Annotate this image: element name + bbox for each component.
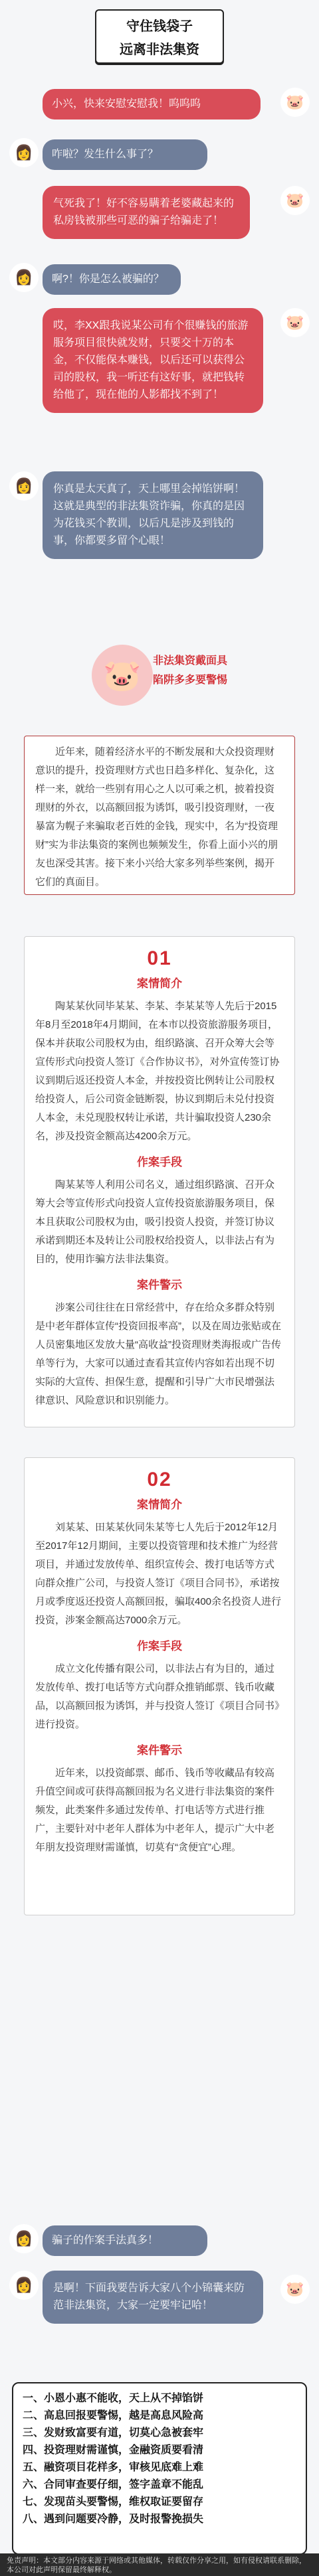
chat-row-6: [0, 469, 319, 562]
title-card: [95, 9, 224, 64]
chat-bubble: 咋啦？发生什么事了？: [43, 139, 207, 170]
warning-line-1: 非法集资戴面具: [153, 655, 228, 667]
case-method: 成立文化传播有限公司，以非法占有为目的，通过发放传单、拨打电话等方式向群众推销邮票、钱币收藏品，以高额回报为诱饵，并与投资人签订《项目合同书》进行投资。: [35, 1663, 280, 1730]
chat-bubble: 你真是太天真了，天上哪里会掉馅饼啊！这就是典型的非法集资诈骗，你真的是因为花钱买个教训，以后凡是涉及到钱的事，你都要多留个心眼！: [43, 471, 263, 559]
chat-row-2: [0, 135, 319, 170]
case-warning-title: 案件警示: [137, 1279, 182, 1291]
pig-icon: 🐷: [92, 645, 153, 706]
girl-icon: 👩: [9, 2224, 39, 2253]
intro-panel: [24, 736, 295, 895]
pig-icon: 🐷: [280, 2275, 310, 2304]
chat-bubble: 啊?！你是怎么被骗的？: [43, 264, 181, 295]
chat2-row-2: [0, 2264, 319, 2337]
page-title: 守住钱袋子: [126, 19, 193, 34]
chat-bubble: 骗子的作案手法真多！: [43, 2225, 207, 2256]
pig-icon: 🐷: [280, 308, 310, 337]
tip-item: 四、投资理财需谨慎，金融资质要看清: [23, 2445, 204, 2456]
tip-item: 二、高息回报要警惕，越是高息风险高: [23, 2410, 204, 2421]
chat-row-4: [0, 260, 319, 295]
case-number: 02: [147, 1469, 172, 1490]
tip-item: 六、合同审查要仔细，签字盖章不能乱: [23, 2479, 204, 2490]
tip-item: 三、发财致富要有道，切莫心急被套牢: [23, 2427, 204, 2439]
tip-item: 八、遇到问题要冷静，及时报警挽损失: [23, 2514, 204, 2525]
case-summary-title: 案情简介: [137, 1498, 182, 1511]
chat-row-5: [0, 305, 319, 438]
chat-bubble: 哎，李XX跟我说某公司有个很赚钱的旅游服务项目很快就发财，只要交十万的本金，不仅能保本赚钱，以后还可以获得公司的股权，我一听还有这好事，就把钱转给他了，现在他的人影都找不到了！: [43, 308, 263, 413]
page-subtitle: 远离非法集资: [120, 42, 199, 57]
case-warning-title: 案件警示: [137, 1744, 182, 1757]
girl-icon: 👩: [9, 2271, 39, 2300]
case-method-title: 作案手段: [137, 1640, 182, 1652]
warning-line-2: 陷阱多多要警惕: [153, 675, 228, 686]
case-warning: 涉案公司往往在日常经营中，存在给众多群众特别是中老年群体宣传“投资回报率高”，以及在周边张贴或在人员密集地区发放大量“高收益”投资理财类海报或广告传单等行为，大家可以通过查看其宣传内容如若出现不切实际的大宣传、担保生意，提醒和引导广大市民增强法律意识、风险意识和识别能力。: [35, 1302, 281, 1406]
header: [0, 0, 319, 73]
case-summary-title: 案情简介: [137, 977, 182, 990]
case-method-title: 作案手段: [137, 1156, 182, 1168]
intro-text: 近年来，随着经济水平的不断发展和大众投资理财意识的提升，投资理财方式也日趋多样化、复杂化，这样一来，就给一些别有用心之人以可乘之机，披着投资理财的外衣，以高额回报为诱饵，吸引投资理财，一夜暴富为幌子来骗取老百姓的金钱，现实中，名为“投资理财”实为非法集资的案例也频频发生，你看上面小兴的朋友也深受其害。接下来小兴给大家多列举些案例，揭开它们的真面目。: [35, 746, 278, 888]
case-1: [24, 936, 295, 1427]
chat-row-3: [0, 183, 319, 247]
disclaimer-text: 免责声明：本文部分内容来源于网络或其他媒体，转载仅作分享之用，如有侵权请联系删除，本公司对此声明保留最终解释权。: [7, 2557, 306, 2574]
warning-text: [153, 648, 246, 690]
chat-row-1: [0, 85, 319, 120]
case-number: 01: [147, 947, 172, 969]
case-2: [24, 1457, 295, 1915]
tip-item: 五、融资项目花样多，审核见底难上难: [23, 2462, 204, 2473]
case-summary: 刘某某、田某某伙同朱某等七人先后于2012年12月至2017年12月期间，主要以投资管理和技术推广为经营项目，并通过发放传单、组织宣传会、拨打电话等方式向群众推广公司，与投资人签订《项目合同书》，承诺按月或季度返还投资人高额回报，骗取400余名投资人进行投资，涉案金额高达7000余万元。: [35, 1522, 282, 1626]
chat-bubble: 是啊！下面我要告诉大家八个小锦囊来防范非法集资，大家一定要牢记哈！: [43, 2271, 263, 2324]
case-method: 陶某某等人利用公司名义，通过组织路演、召开众筹大会等宣传形式向投资人宣传投资旅游服务项目，保本且获取公司股权为由，吸引投资人投资，并签订协议承诺到期还本及转让公司股权给投资人，以非法占有为目的，使用诈骗方法非法集资。: [35, 1179, 275, 1265]
case-warning: 近年来，以投资邮票、邮币、钱币等收藏品有较高升值空间或可获得高额回报为名义进行非法集资的案件频发，此类案件多通过发传单、打电话等方式进行推广，主要针对中老年人群体为中老年人，提示广大中老年朋友投资理财需谨慎，切莫有“贪便宜”心理。: [35, 1767, 275, 1853]
girl-icon: 👩: [9, 471, 39, 501]
girl-icon: 👩: [9, 138, 39, 167]
pig-icon: 🐷: [280, 186, 310, 215]
pig-icon: 🐷: [280, 88, 310, 117]
tip-item: 一、小恩小惠不能收，天上从不掉馅饼: [23, 2393, 204, 2404]
footer: [0, 2553, 319, 2576]
chat2-row-1: [0, 2217, 319, 2260]
girl-icon: 👩: [9, 263, 39, 292]
chat-bubble: 气死我了！好不容易瞒着老婆藏起来的私房钱被那些可恶的骗子给骗走了！: [43, 186, 250, 239]
tips-list: [12, 2382, 307, 2555]
chat-bubble: 小兴，快来安慰安慰我！呜呜呜: [43, 89, 261, 120]
tip-item: 七、发现苗头要警惕，维权取证要留存: [23, 2496, 204, 2508]
case-summary: 陶某某伙同毕某某、李某、李某某等人先后于2015年8月至2018年4月期间，在本市以投资旅游服务项目，保本并获取公司股权为由，组织路演、召开众筹大会等宣传形式向投资人签订《合作协议书》，对外宣传签订协议到期后返还投资人本金，并按投资比例转让公司股权给投资人，后公司资金链断裂，协议到期后未兑付投资人本金，未兑现股权转让承诺，共计骗取投资人230余名，涉及投资金额高达4200余万元。: [35, 1001, 280, 1142]
